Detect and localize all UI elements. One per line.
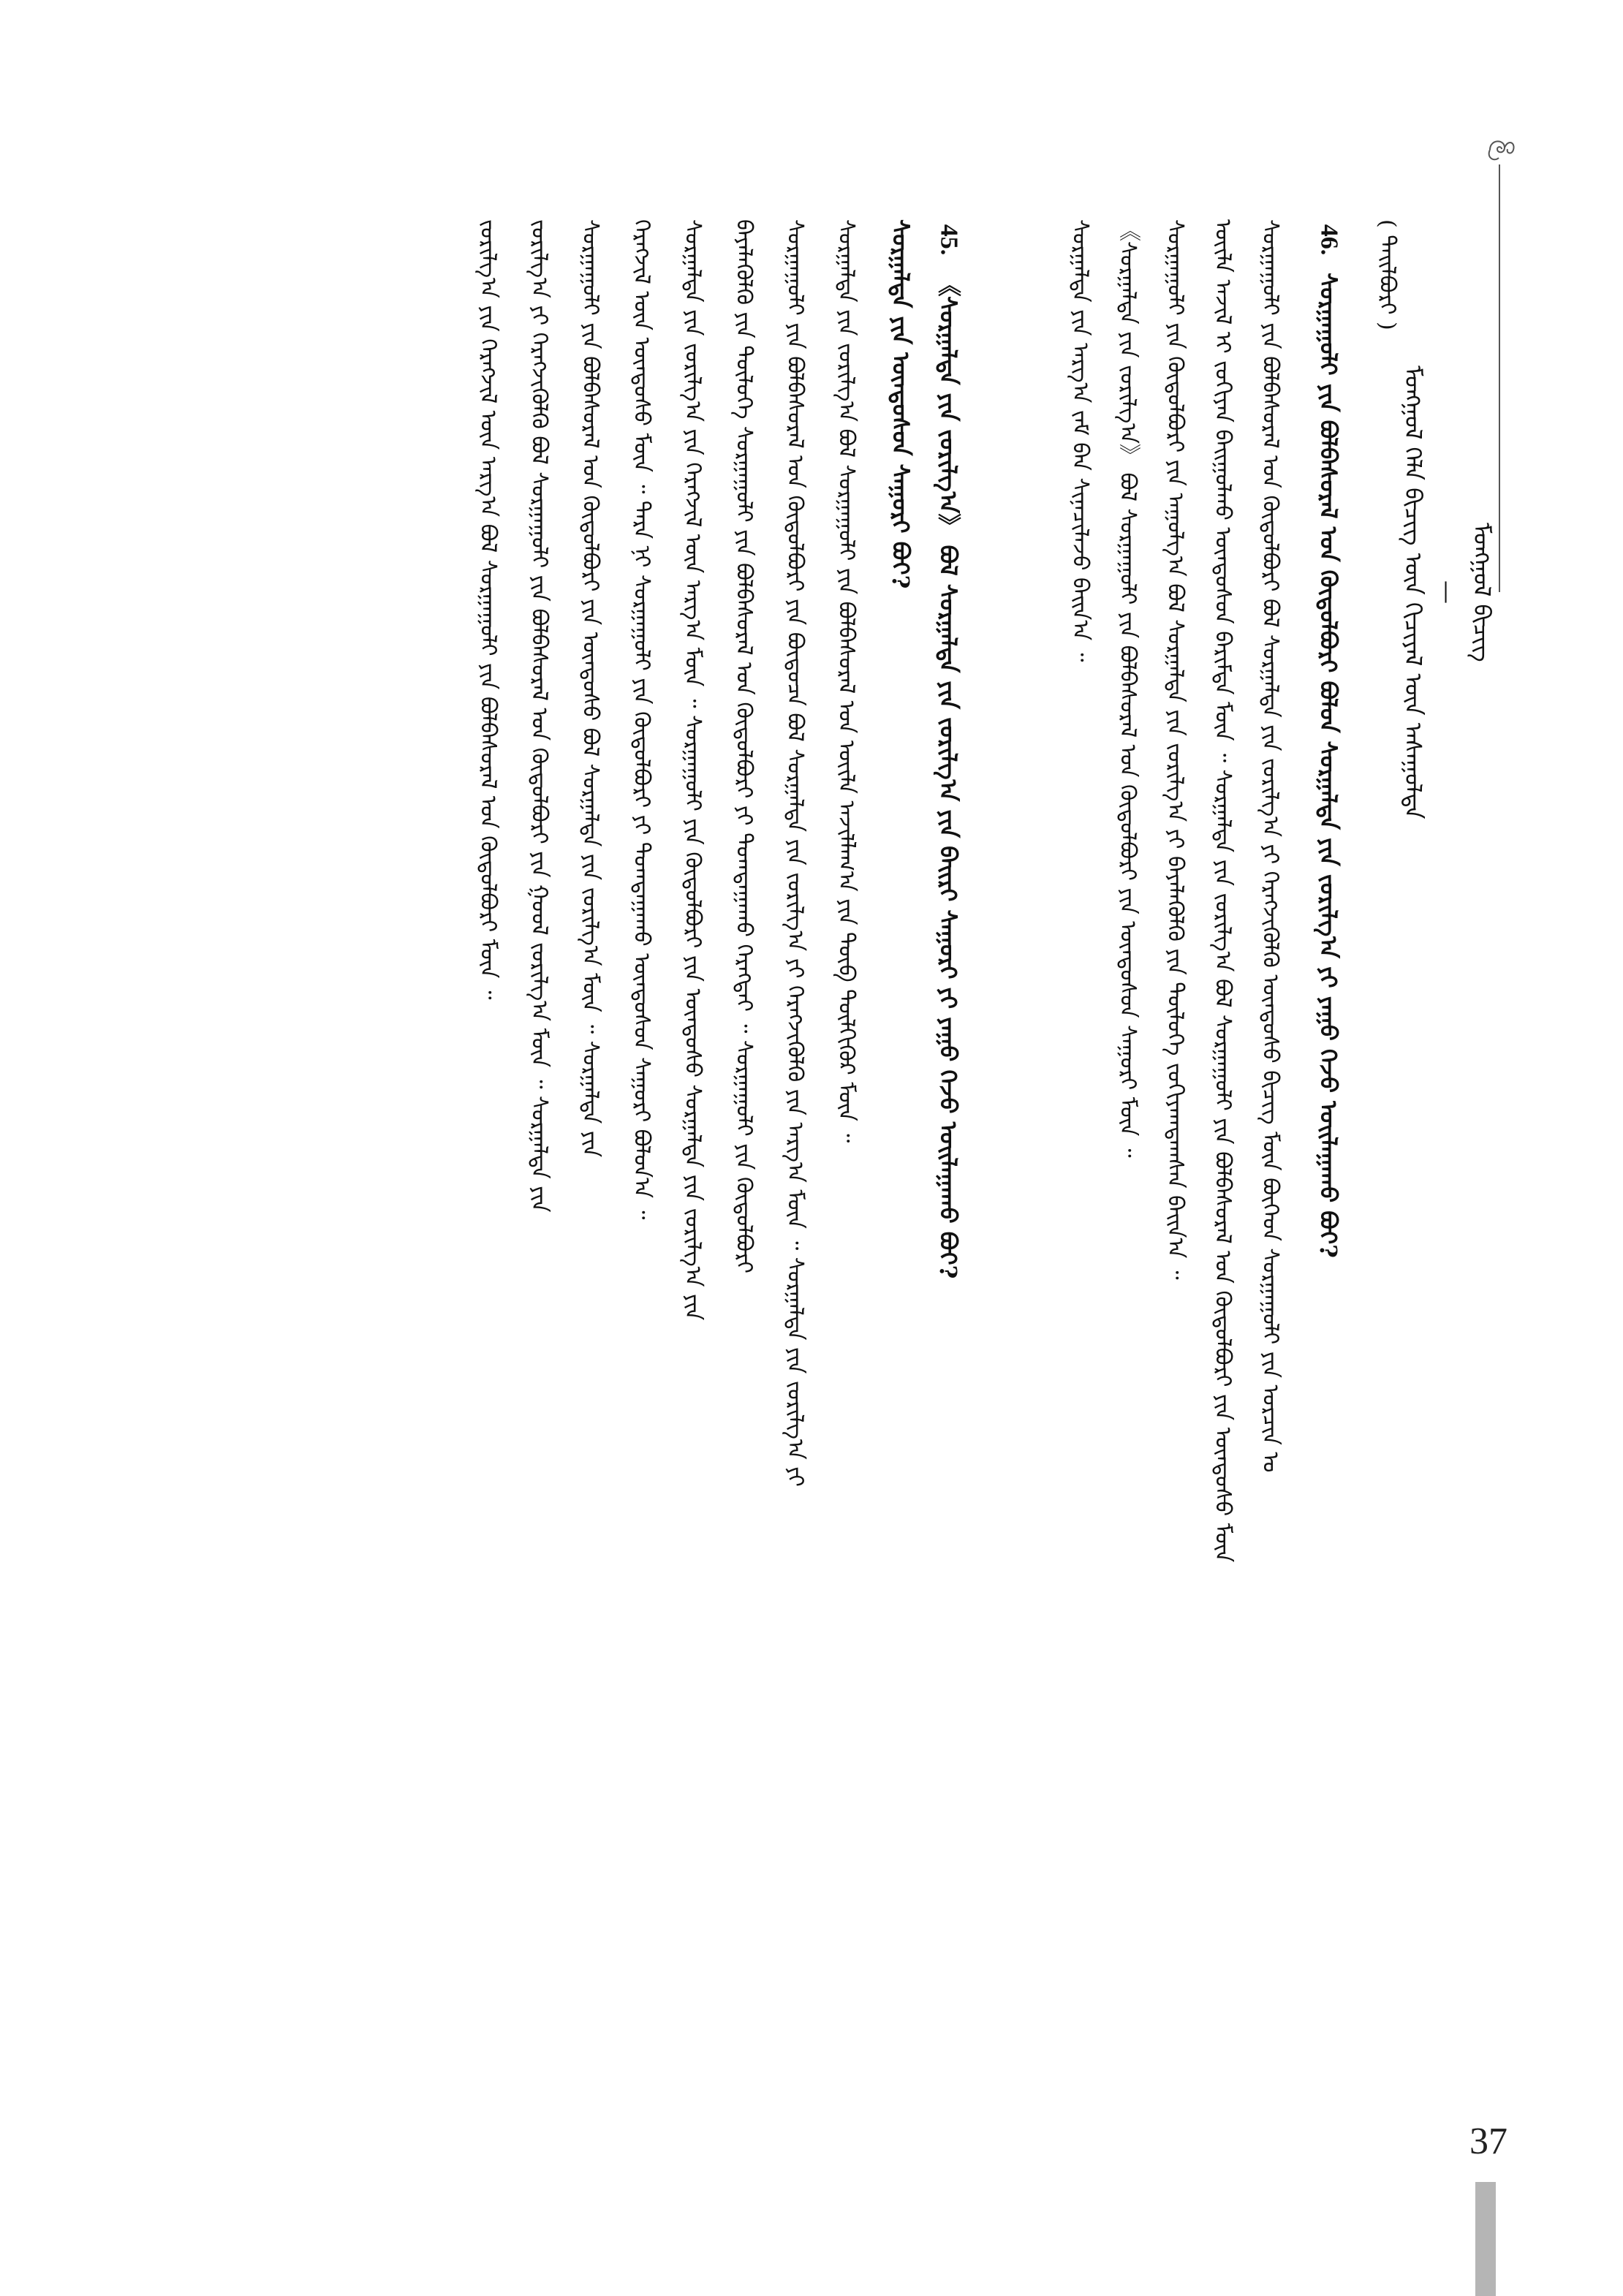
text-columns — [186, 219, 1415, 2091]
question-45-heading — [932, 219, 964, 1278]
question-45-title: 《ᠰᠤᠷᠭᠠᠯᠲᠠ ᠶᠢᠨ ᠵᠣᠷᠢᠯᠭ᠎ᠠ》 ᠪᠣᠯ ᠰᠤᠷᠭᠠᠯᠲᠠ ᠶᠢᠨ ᠵᠣᠷᠢᠯᠭ᠎ᠠ ᠶᠢᠨ ᠪᠠᠢᠷᠢ ᠰᠠᠭᠤᠷᠢ ᠶᠢ ᠶᠠᠭᠤ ᠭᠡᠵᠦ ᠣᠢᠯᠠᠭᠠᠬᠤ ᠪᠤᠢ? — [934, 273, 962, 1279]
question-46-answer-line-4 — [1111, 219, 1143, 1158]
question-45-answer-line-7 — [523, 219, 555, 1213]
question-45-answer-line-8 — [472, 219, 504, 1000]
question-46-title: ᠰᠤᠷᠭᠠᠭᠤᠯᠢ ᠶᠢᠨ ᠪᠣᠯᠪᠠᠰᠤᠷᠠᠯ ᠤᠨ ᠬᠥᠲᠦᠯᠪᠦᠷᠢ ᠪᠣᠯᠤᠨ ᠰᠤᠷᠭᠠᠯᠲᠠ ᠶᠢᠨ ᠵᠣᠷᠢᠯᠭ᠎ᠠ ᠶᠢ ᠶᠠᠭᠤ ᠭᠡᠵᠦ ᠣᠢᠯᠠᠭᠠᠬᠤ ᠪᠤᠢ? — [1314, 273, 1342, 1258]
question-46-heading — [1312, 219, 1344, 1258]
question-46-answer-line-2 — [1206, 219, 1238, 1562]
answer-text: 《ᠰᠤᠷᠭᠠᠯᠲᠠ ᠶᠢᠨ ᠵᠣᠷᠢᠯᠭ᠎ᠠ》 ᠪᠣᠯ ᠰᠤᠷᠭᠠᠭᠤᠯᠢ ᠶᠢᠨ ᠪᠣᠯᠪᠠᠰᠤᠷᠠᠯ ᠤᠨ ᠬᠥᠲᠦᠯᠪᠦᠷᠢ ᠶᠢᠨ ᠦᠨᠳᠦᠰᠦᠨ ᠰᠠᠭᠤᠷᠢ ᠮᠥᠨ ᠃ — [1115, 219, 1140, 1158]
answer-text: ᠰᠤᠷᠭᠠᠯᠲᠠ ᠶᠢᠨ ᠵᠣᠷᠢᠯᠭ᠎ᠠ ᠪᠣᠯ ᠰᠤᠷᠭᠠᠭᠤᠯᠢ ᠶᠢᠨ ᠪᠣᠯᠪᠠᠰᠤᠷᠠᠯ ᠤᠨ ᠦᠢᠯᠡ ᠠᠵᠢᠯᠯᠠᠭ᠎ᠠ ᠶᠢᠨ ᠲᠥᠪ ᠲᠦᠯᠬᠢᠭᠦᠷ ᠮᠥᠨ ᠃ — [833, 219, 859, 1143]
question-45-answer-line-3 — [727, 219, 760, 1273]
page-edge-marker — [1475, 2182, 1496, 2296]
header-title-part2: ᠮᠣᠩᠭᠣᠯ ᠪᠢᠴᠢᠭ — [1468, 522, 1496, 662]
answer-text: ᠰᠤᠷᠭᠠᠯᠲᠠ ᠶᠢᠨ ᠠᠷᠭ᠎ᠠ ᠵᠠᠮ ᠪᠠᠨ ᠰᠢᠨᠡᠴᠢᠯᠡᠵᠦ ᠪᠠᠢᠨ᠎ᠠ ᠃ — [1067, 219, 1093, 662]
question-45-answer-line-6 — [574, 219, 606, 1157]
note-text: ( ᠲᠠᠢᠯᠪᠤᠷᠢ ) — [1374, 219, 1400, 330]
question-45-answer-line-2 — [779, 219, 811, 1487]
question-46-answer-line-5 — [1064, 219, 1096, 662]
answer-text: ᠬᠡᠷᠡᠭᠵᠢᠯ ᠦᠨ ᠦᠨᠳᠦᠰᠦ ᠮᠥᠨ ᠃ ᠲᠡᠷᠡ ᠨᠢ ᠰᠤᠷᠭᠠᠭᠤᠯᠢ ᠶᠢᠨ ᠬᠥᠲᠦᠯᠪᠦᠷᠢ ᠶᠢ ᠲᠣᠭᠲᠠᠭᠠᠬᠤ ᠦᠨᠳᠦᠰᠦᠨ ᠰᠠᠭᠤᠷᠢ ᠪᠣᠯᠤᠨ᠎ᠠ ᠃ — [629, 219, 654, 1220]
question-45-title-cont: ᠰᠤᠷᠭᠠᠯᠲᠠ ᠶᠢᠨ ᠦᠨᠳᠦᠰᠦᠨ ᠰᠠᠭᠤᠷᠢ ᠪᠤᠢ? — [887, 219, 915, 589]
question-45-answer-line-4 — [676, 219, 708, 1320]
question-46-answer-line-1 — [1254, 219, 1286, 1472]
question-45-number: 45. — [935, 224, 962, 256]
header-title-dash: — — [1434, 580, 1461, 605]
answer-text: ᠵᠣᠷᠢᠯᠭ᠎ᠠ ᠶᠢᠨ ᠬᠡᠷᠡᠭᠵᠢᠯ ᠦᠨ ᠠᠷᠭ᠎ᠠ ᠪᠣᠯ ᠰᠤᠷᠭᠠᠭᠤᠯᠢ ᠶᠢᠨ ᠪᠣᠯᠪᠠᠰᠤᠷᠠᠯ ᠤᠨ ᠬᠥᠲᠦᠯᠪᠦᠷᠢ ᠮᠥᠨ ᠃ — [475, 219, 501, 1000]
header-title-part1: ᠮᠣᠩᠭᠣᠯ ᠬᠡᠯᠡ ᠪᠢᠴᠢᠭ ᠦᠨ ᠬᠢᠴᠢᠶᠡᠯ ᠦᠨ ᠠᠰᠠᠭᠤᠯᠲᠠ — [1399, 365, 1427, 819]
question-46-answer-line-3 — [1159, 219, 1191, 1280]
question-45-answer-line-1 — [830, 219, 862, 1143]
answer-text: ᠰᠤᠷᠭᠠᠭᠤᠯᠢ ᠶᠢᠨ ᠬᠥᠲᠦᠯᠪᠦᠷᠢ ᠶᠢᠨ ᠠᠭᠤᠯᠭ᠎ᠠ ᠪᠣᠯ ᠰᠤᠷᠭᠠᠯᠲᠠ ᠶᠢᠨ ᠵᠣᠷᠢᠯᠭ᠎ᠠ ᠶᠢ ᠪᠡᠶᠡᠯᠡᠭᠦᠯᠬᠦ ᠶᠢᠨ ᠲᠥᠯᠥᠭᠡ ᠵᠣᠬᠢᠶᠠᠭᠳᠠᠭᠰᠠᠨ ᠪᠠᠢᠨ᠎ᠠ ᠃ — [1162, 219, 1188, 1280]
question-46-number: 46. — [1315, 224, 1342, 256]
answer-text: ᠰᠤᠷᠭᠠᠭᠤᠯᠢ ᠶᠢᠨ ᠪᠣᠯᠪᠠᠰᠤᠷᠠᠯ ᠤᠨ ᠬᠥᠲᠦᠯᠪᠦᠷᠢ ᠶᠢᠨ ᠦᠨᠳᠦᠰᠦ ᠪᠣᠯ ᠰᠤᠷᠭᠠᠯᠲᠠ ᠶᠢᠨ ᠵᠣᠷᠢᠯᠭ᠎ᠠ ᠮᠥᠨ ᠃ ᠰᠤᠷᠭᠠᠯᠲᠠ ᠶᠢᠨ — [578, 219, 603, 1158]
answer-text: ᠵᠣᠷᠢᠯᠭ᠎ᠠ ᠶᠢ ᠬᠡᠷᠡᠭᠵᠢᠭᠦᠯᠬᠦ ᠪᠣᠯ ᠰᠤᠷᠭᠠᠭᠤᠯᠢ ᠶᠢᠨ ᠪᠣᠯᠪᠠᠰᠤᠷᠠᠯ ᠤᠨ ᠬᠥᠲᠦᠯᠪᠦᠷᠢ ᠶᠢᠨ ᠭᠣᠣᠯ ᠵᠣᠷᠢᠯᠭ᠎ᠠ ᠮᠥᠨ ᠃ ᠰᠤᠷᠭᠠᠯᠲᠠ ᠶᠢᠨ — [526, 219, 552, 1213]
answer-text: ᠰᠤᠷᠭᠠᠭᠤᠯᠢ ᠶᠢᠨ ᠪᠣᠯᠪᠠᠰᠤᠷᠠᠯ ᠤᠨ ᠬᠥᠲᠦᠯᠪᠦᠷᠢ ᠶᠢᠨ ᠪᠦᠲᠦᠴᠡ ᠪᠣᠯ ᠰᠤᠷᠭᠠᠯᠲᠠ ᠶᠢᠨ ᠵᠣᠷᠢᠯᠭ᠎ᠠ ᠶᠢ ᠬᠡᠷᠡᠭᠵᠢᠭᠦᠯᠬᠦ ᠶᠢᠨ ᠠᠷᠭ᠎ᠠ ᠮᠥᠨ ᠃ ᠰᠤᠷᠭᠠᠯᠲᠠ ᠶᠢᠨ ᠵᠣᠷᠢᠯᠭ᠎ᠠ ᠶᠢ — [782, 219, 808, 1487]
note-column — [1371, 219, 1403, 330]
page-number: 37 — [1469, 2121, 1507, 2162]
question-45-heading-cont — [885, 219, 917, 588]
answer-text: ᠰᠤᠷᠭᠠᠯᠲᠠ ᠶᠢᠨ ᠵᠣᠷᠢᠯᠭ᠎ᠠ ᠶᠢᠨ ᠬᠡᠷᠡᠭᠵᠢᠯ ᠦᠨ ᠠᠷᠭ᠎ᠠ ᠮᠥᠨ ᠃ ᠰᠤᠷᠭᠠᠭᠤᠯᠢ ᠶᠢᠨ ᠬᠥᠲᠦᠯᠪᠦᠷᠢ ᠶᠢᠨ ᠦᠨᠳᠦᠰᠦ ᠰᠤᠷᠭᠠᠯᠲᠠ ᠶᠢᠨ ᠵᠣᠷᠢᠯᠭ᠎ᠠ ᠶᠢᠨ — [680, 219, 705, 1321]
answer-text: ᠰᠤᠷᠭᠠᠭᠤᠯᠢ ᠶᠢᠨ ᠪᠣᠯᠪᠠᠰᠤᠷᠠᠯ ᠤᠨ ᠬᠥᠲᠦᠯᠪᠦᠷᠢ ᠪᠣᠯ ᠰᠤᠷᠭᠠᠯᠲᠠ ᠶᠢᠨ ᠵᠣᠷᠢᠯᠭ᠎ᠠ ᠶᠢ ᠬᠡᠷᠡᠭᠵᠢᠭᠦᠯᠬᠦ ᠦᠨᠳᠦᠰᠦ ᠪᠢᠴᠢᠭ ᠮᠥᠨ ᠪᠥᠭᠡᠳ ᠰᠤᠷᠭᠠᠭᠤᠯᠢ ᠶᠢᠨ ᠣᠷᠴᠢᠨ ᠤ — [1257, 219, 1283, 1473]
scroll-ornament-icon — [1483, 132, 1519, 168]
question-45-answer-line-5 — [625, 219, 657, 1219]
answer-text: ᠪᠡᠶᠡᠯᠡᠭᠦᠯᠬᠦ ᠶᠢᠨ ᠲᠥᠯᠥᠭᠡ ᠰᠤᠷᠭᠠᠭᠤᠯᠢ ᠶᠢᠨ ᠪᠣᠯᠪᠠᠰᠤᠷᠠᠯ ᠤᠨ ᠬᠥᠲᠦᠯᠪᠦᠷᠢ ᠶᠢ ᠲᠣᠭᠲᠠᠭᠠᠬᠤ ᠬᠡᠷᠡᠭᠲᠡᠢ ᠃ ᠰᠤᠷᠭᠠᠭᠤᠯᠢ ᠶᠢᠨ ᠬᠥᠲᠦᠯᠪᠦᠷᠢ — [731, 219, 757, 1273]
running-header-title — [1399, 168, 1502, 1016]
answer-text: ᠦᠢᠯᠡ ᠠᠵᠢᠯ ᠢ ᠵᠣᠬᠢᠶᠠᠨ ᠪᠠᠢᠭᠤᠯᠬᠤ ᠦᠨᠳᠦᠰᠦᠨ ᠪᠠᠷᠢᠮᠲᠠ ᠮᠥᠨ ᠃ ᠰᠤᠷᠭᠠᠯᠲᠠ ᠶᠢᠨ ᠵᠣᠷᠢᠯᠭ᠎ᠠ ᠪᠣᠯ ᠰᠤᠷᠭᠠᠭᠤᠯᠢ ᠶᠢᠨ ᠪᠣᠯᠪᠠᠰᠤᠷᠠᠯ ᠤᠨ ᠬᠥᠲᠦᠯᠪᠦᠷᠢ ᠶᠢᠨ ᠦᠨᠳᠦᠰᠦ ᠮᠥᠨ — [1210, 219, 1236, 1563]
